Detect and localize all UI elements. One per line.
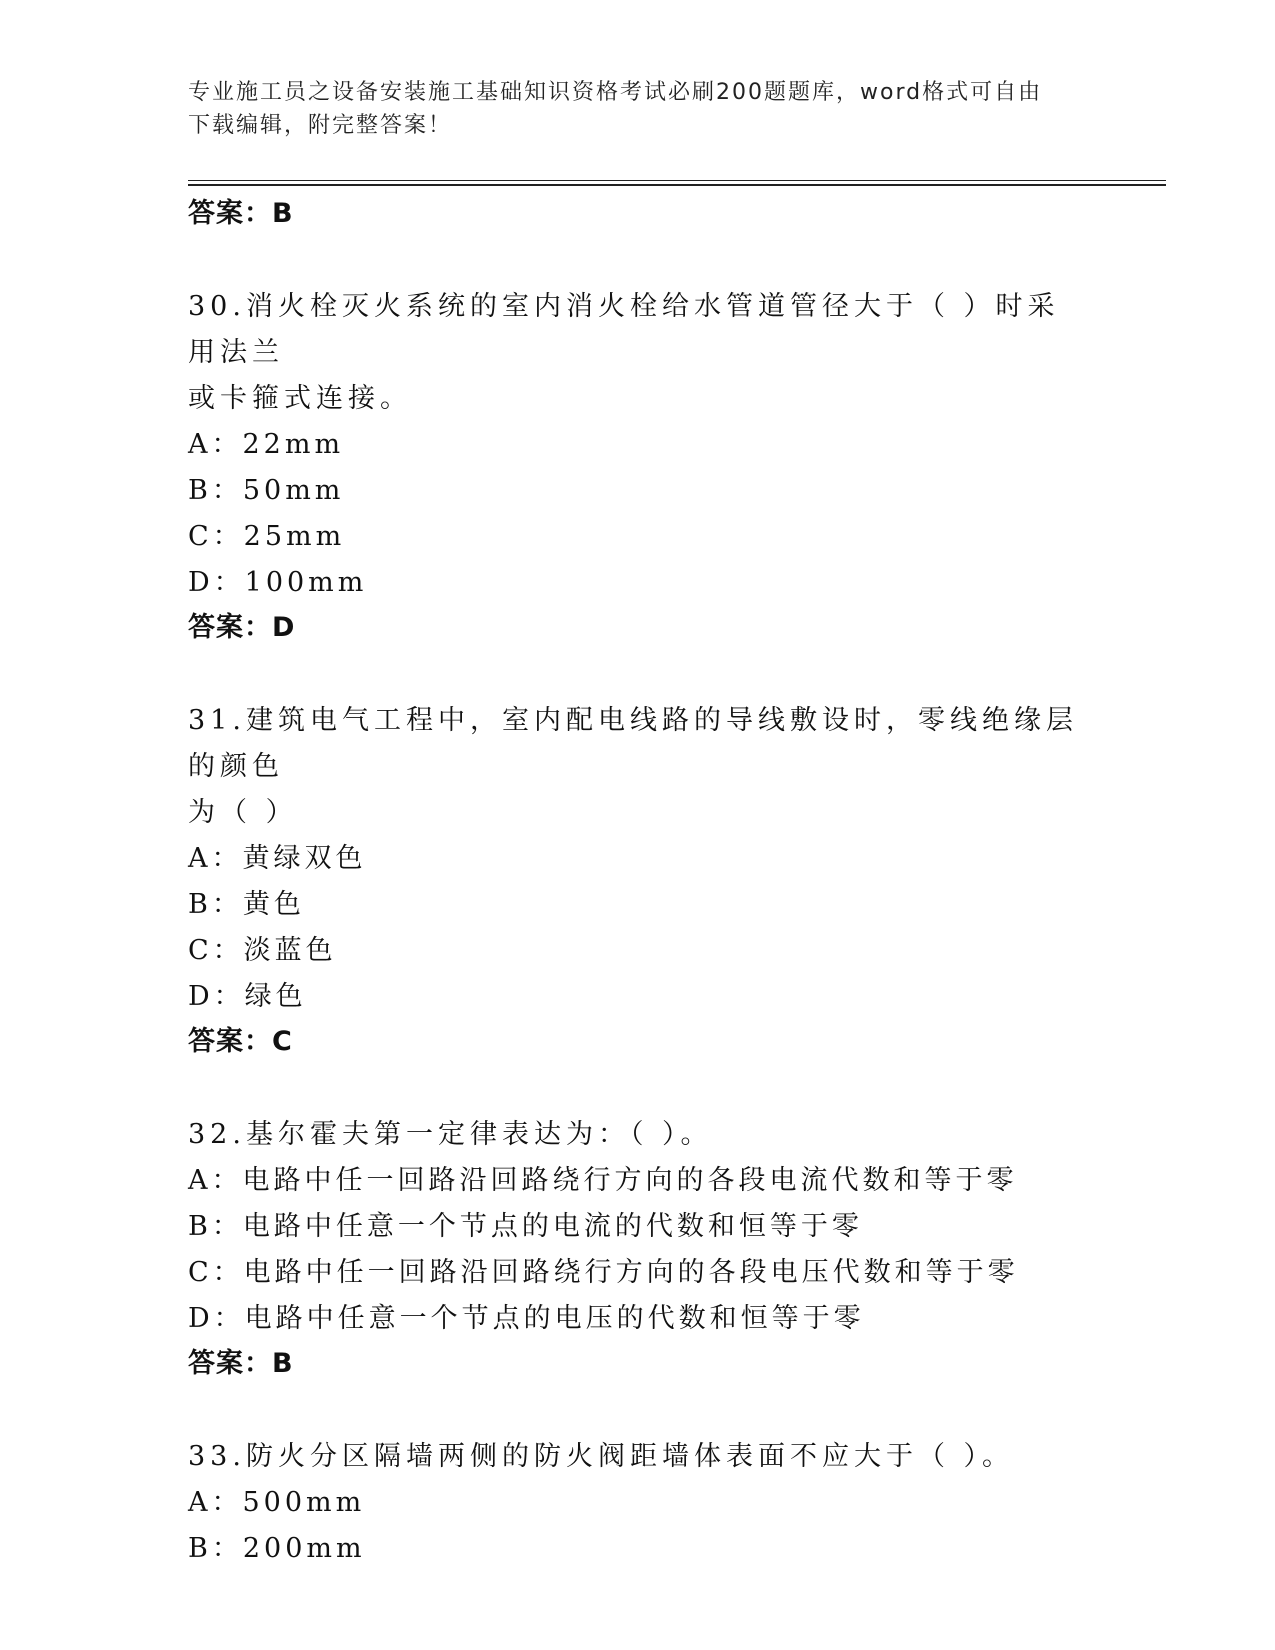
question-30 bbox=[188, 284, 1148, 650]
question-text bbox=[188, 284, 1088, 422]
answer: 答案：C bbox=[188, 1026, 293, 1057]
option-a: A：黄绿双色 bbox=[188, 843, 367, 874]
option-a: A：电路中任一回路沿回路绕行方向的各段电流代数和等于零 bbox=[188, 1165, 1018, 1196]
answer-previous: 答案：B bbox=[188, 198, 294, 229]
question-31 bbox=[188, 698, 1148, 1064]
option-c: C：25mm bbox=[188, 521, 346, 552]
question-line: 31.建筑电气工程中，室内配电线路的导线敷设时，零线绝缘层的颜色 bbox=[188, 705, 1078, 782]
option-d: D：电路中任意一个节点的电压的代数和恒等于零 bbox=[188, 1303, 865, 1334]
header-line-2: 下载编辑，附完整答案！ bbox=[188, 113, 453, 138]
option-c: C：淡蓝色 bbox=[188, 935, 337, 966]
question-text bbox=[188, 698, 1088, 836]
question-text bbox=[188, 1434, 1088, 1480]
question-line: 为（ ） bbox=[188, 797, 298, 828]
option-b: B：50mm bbox=[188, 475, 345, 506]
option-d: D：100mm bbox=[188, 567, 368, 598]
question-line: 33.防火分区隔墙两侧的防火阀距墙体表面不应大于（ ）。 bbox=[188, 1441, 1015, 1472]
question-32 bbox=[188, 1112, 1148, 1386]
question-33 bbox=[188, 1434, 1148, 1572]
answer: 答案：D bbox=[188, 612, 296, 643]
document-header bbox=[188, 76, 1068, 142]
question-line: 30.消火栓灭火系统的室内消火栓给水管道管径大于（ ）时采用法兰 bbox=[188, 291, 1060, 368]
option-b: B：电路中任意一个节点的电流的代数和恒等于零 bbox=[188, 1211, 863, 1242]
option-d: D：绿色 bbox=[188, 981, 307, 1012]
header-divider-thick bbox=[188, 184, 1166, 186]
question-text bbox=[188, 1112, 1088, 1158]
option-b: B：200mm bbox=[188, 1533, 366, 1564]
option-b: B：黄色 bbox=[188, 889, 305, 920]
answer: 答案：B bbox=[188, 1348, 294, 1379]
option-c: C：电路中任一回路沿回路绕行方向的各段电压代数和等于零 bbox=[188, 1257, 1019, 1288]
question-line: 或卡箍式连接。 bbox=[188, 383, 412, 414]
header-line-1: 专业施工员之设备安装施工基础知识资格考试必刷200题题库，word格式可自由 bbox=[188, 80, 1043, 105]
header-divider-thin bbox=[188, 180, 1166, 181]
option-a: A：22mm bbox=[188, 429, 345, 460]
option-a: A：500mm bbox=[188, 1487, 366, 1518]
question-line: 32.基尔霍夫第一定律表达为：（ ）。 bbox=[188, 1119, 713, 1150]
page-content bbox=[188, 192, 1148, 1572]
